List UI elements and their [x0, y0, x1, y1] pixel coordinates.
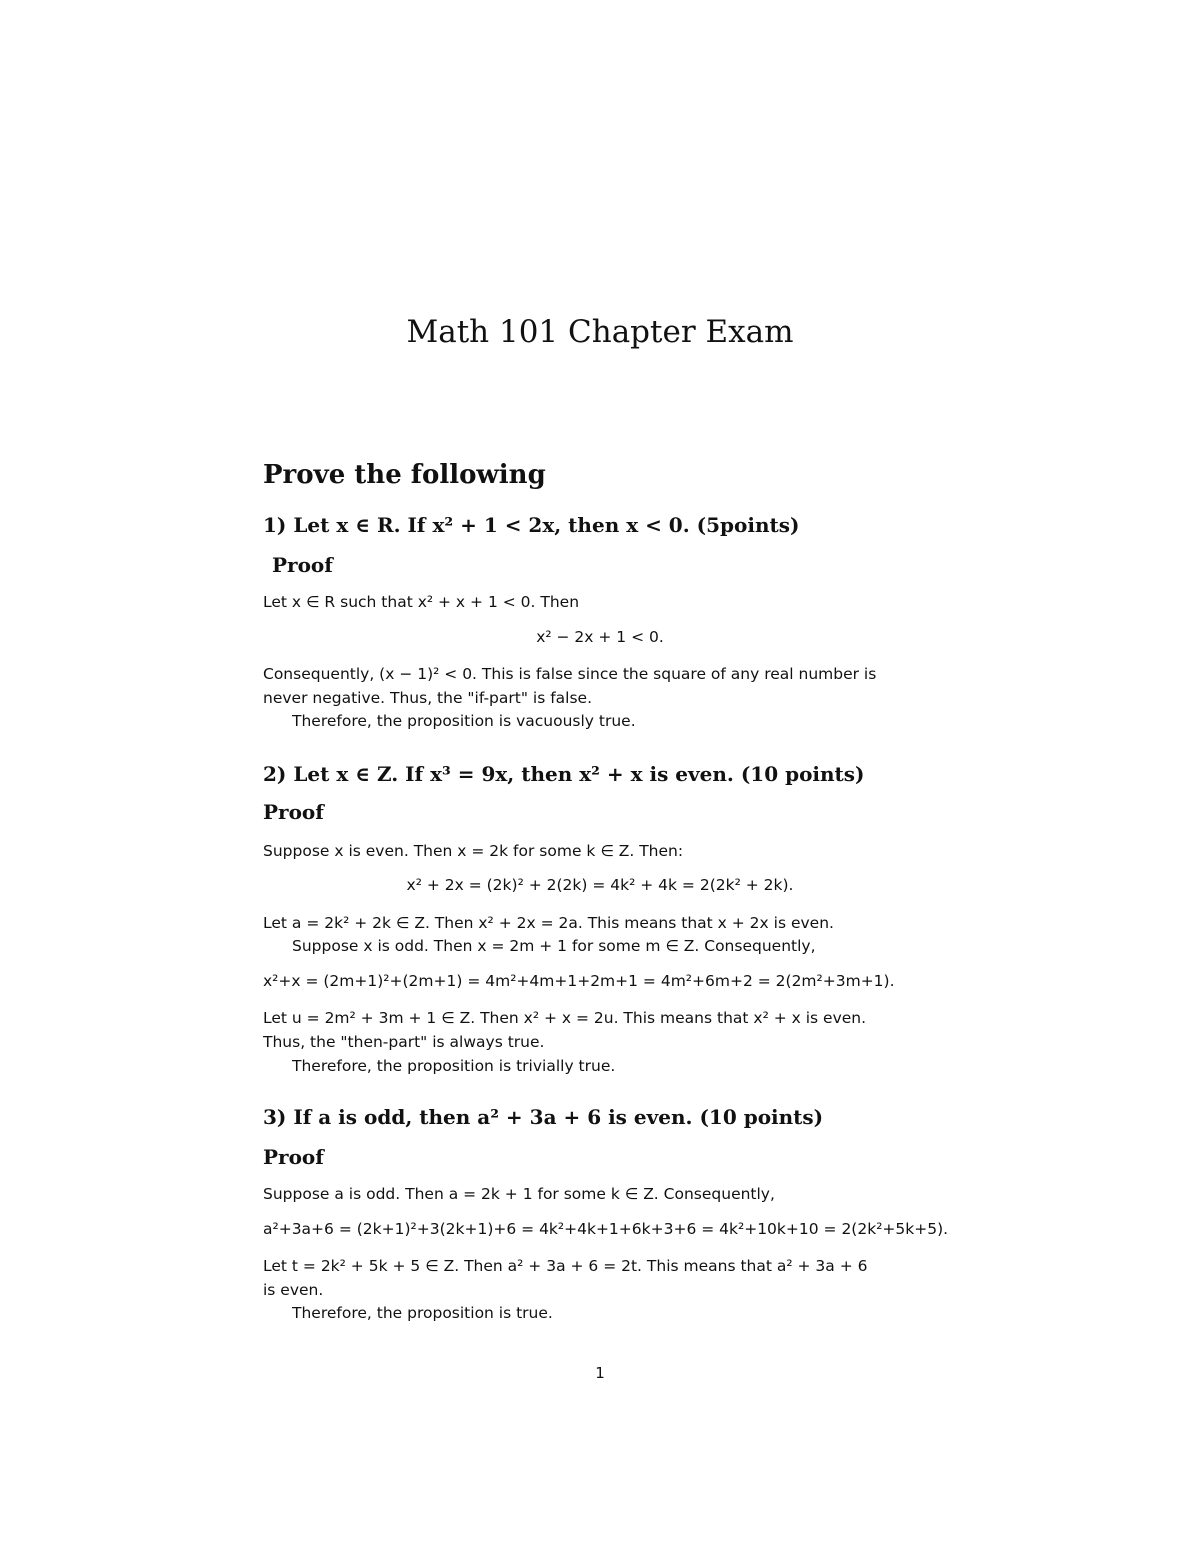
problem-2-line: Suppose x is even. Then x = 2k for some k ∈ Z. Then: [263, 842, 684, 860]
problem-3-line: Let t = 2k² + 5k + 5 ∈ Z. Then a² + 3a + 6 = 2t. This means that a² + 3a + 6 [263, 1257, 868, 1275]
problem-1-proof-label: Proof [272, 553, 333, 577]
problem-2-line: Let a = 2k² + 2k ∈ Z. Then x² + 2x = 2a. This means that x + 2x is even. [263, 914, 834, 932]
problem-3-conclusion: Therefore, the proposition is true. [292, 1304, 553, 1322]
problem-2-line: Thus, the "then-part" is always true. [263, 1033, 545, 1051]
problem-2-equation: x² + 2x = (2k)² + 2(2k) = 4k² + 4k = 2(2k² + 2k). [406, 876, 794, 894]
page-title: Math 101 Chapter Exam [406, 314, 794, 350]
page-number: 1 [595, 1364, 605, 1382]
problem-2-proof-label: Proof [263, 800, 324, 824]
section-heading: Prove the following [263, 460, 546, 490]
problem-2-equation: x²+x = (2m+1)²+(2m+1) = 4m²+4m+1+2m+1 = 4m²+6m+2 = 2(2m²+3m+1). [263, 972, 895, 990]
problem-1-conclusion: Therefore, the proposition is vacuously true. [292, 712, 636, 730]
problem-3-statement: 3) If a is odd, then a² + 3a + 6 is even. (10 points) [263, 1105, 824, 1129]
problem-1-statement: 1) Let x ∈ R. If x² + 1 < 2x, then x < 0. (5points) [263, 513, 800, 537]
problem-1-line: Let x ∈ R such that x² + x + 1 < 0. Then [263, 593, 580, 611]
problem-1-line: Consequently, (x − 1)² < 0. This is false since the square of any real number is [263, 665, 877, 683]
problem-1-line: never negative. Thus, the "if-part" is false. [263, 689, 593, 707]
problem-2-line: Let u = 2m² + 3m + 1 ∈ Z. Then x² + x = 2u. This means that x² + x is even. [263, 1009, 867, 1027]
problem-3-line: Suppose a is odd. Then a = 2k + 1 for some k ∈ Z. Consequently, [263, 1185, 775, 1203]
problem-2-conclusion: Therefore, the proposition is trivially true. [292, 1057, 616, 1075]
problem-3-line: is even. [263, 1281, 324, 1299]
problem-2-line: Suppose x is odd. Then x = 2m + 1 for some m ∈ Z. Consequently, [292, 937, 816, 955]
problem-2-statement: 2) Let x ∈ Z. If x³ = 9x, then x² + x is even. (10 points) [263, 762, 865, 786]
problem-3-proof-label: Proof [263, 1145, 324, 1169]
problem-1-equation: x² − 2x + 1 < 0. [536, 628, 664, 646]
problem-3-equation: a²+3a+6 = (2k+1)²+3(2k+1)+6 = 4k²+4k+1+6k+3+6 = 4k²+10k+10 = 2(2k²+5k+5). [263, 1220, 949, 1238]
